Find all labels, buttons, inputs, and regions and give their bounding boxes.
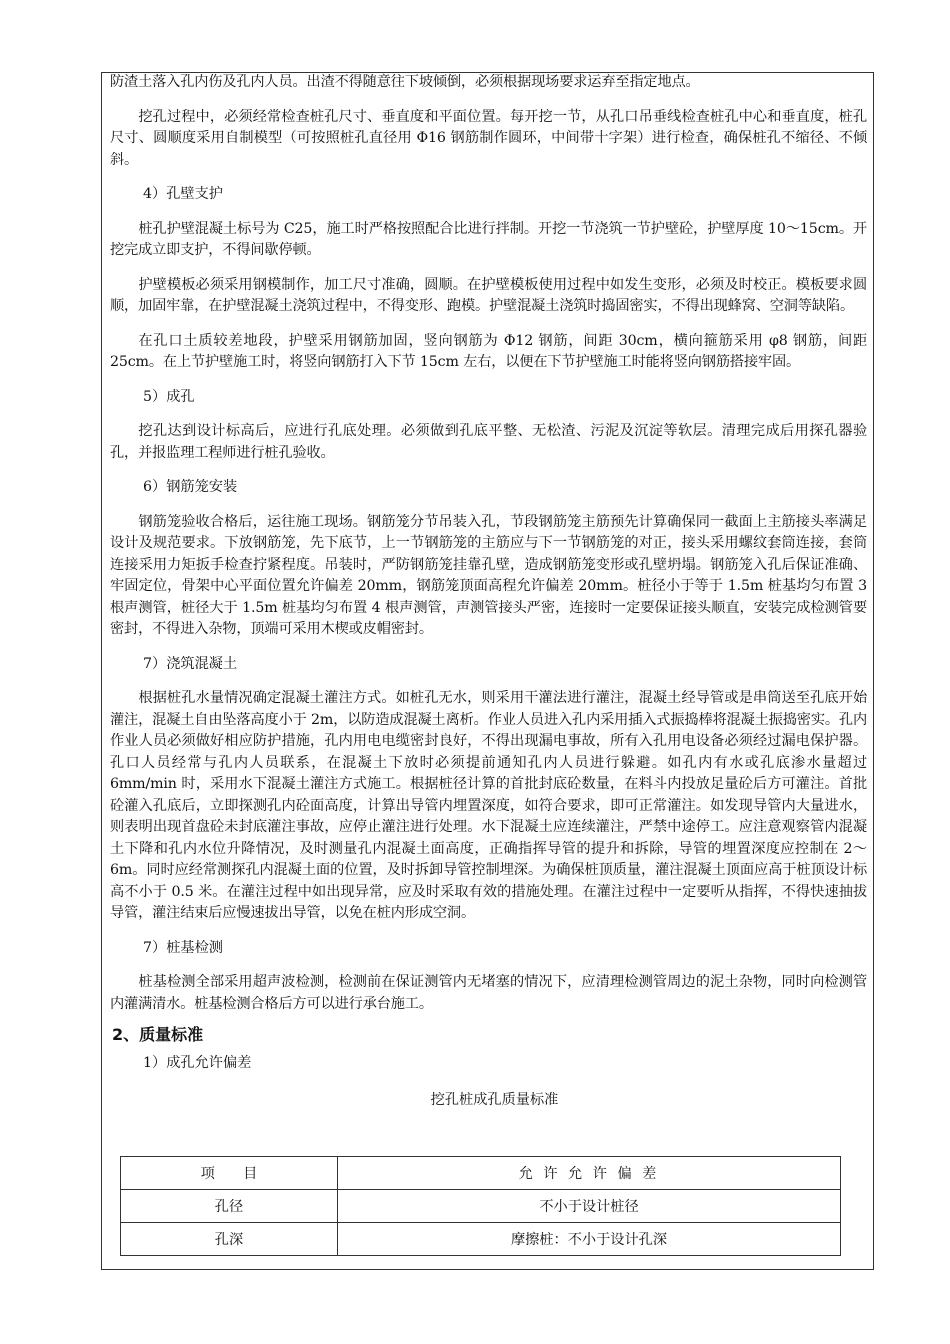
document-body <box>110 72 867 1123</box>
paragraph-continued: 防渣土落入孔内伤及孔内人员。出渣不得随意往下坡倾倒，必须根据现场要求运弃至指定地点。 <box>110 74 700 90</box>
paragraph-inspection: 挖孔过程中，必须经常检查桩孔尺寸、垂直度和平面位置。每开挖一节，从孔口吊垂线检查桩孔中心和垂直度，桩孔尺寸、圆顺度采用自制模型（可按照桩孔直径用 Φ16 钢筋制作圆环，中间带十字架）进行检查，确保桩孔不缩径、不倾斜。 <box>110 108 867 168</box>
table-header-item: 项 目 <box>121 1157 338 1190</box>
table-cell: 不小于设计桩径 <box>338 1190 841 1223</box>
table-title: 挖孔桩成孔质量标准 <box>430 1091 559 1108</box>
table-row <box>121 1223 841 1256</box>
table-header-tolerance: 允 许 允 许 偏 差 <box>338 1157 841 1190</box>
paragraph-cage: 钢筋笼验收合格后，运往施工现场。钢筋笼分节吊装入孔，节段钢筋笼主筋预先计算确保同一截面上主筋接头率满足设计及规范要求。下放钢筋笼，先下底节，上一节钢筋笼的主筋应与下一节钢筋笼的对正，接头采用螺纹套筒连接，套筒连接采用力矩扳手检查拧紧程度。吊装时，严防钢筋笼挂靠孔壁，造成钢筋笼变形或孔壁坍塌。钢筋笼入孔后保证准确、牢固定位，骨架中心平面位置允许偏差 20mm，钢筋笼顶面高程允许偏差 20mm。桩径小于等于 1.5m 桩基均匀布置 3 根声测管，桩径大于 1.5m 桩基均匀布置 4 根声测管，声测管接头严密，连接时一定要保证接头顺直，安装完成检测管要密封，不得进入杂物，顶端可采用木楔或皮帽密封。 <box>110 513 867 637</box>
paragraph-hole-bottom: 挖孔达到设计标高后，应进行孔底处理。必须做到孔底平整、无松渣、污泥及沉淀等软层。清理完成后用探孔器验孔，并报监理工程师进行桩孔验收。 <box>110 423 867 461</box>
subheading-tolerance: 1）成孔允许偏差 <box>143 1055 252 1071</box>
heading-cage-install: 6）钢筋笼安装 <box>143 479 238 495</box>
table-cell: 孔径 <box>121 1190 338 1223</box>
heading-pour-concrete: 7）浇筑混凝土 <box>143 655 238 672</box>
table-header-row <box>121 1157 841 1190</box>
paragraph-formwork: 护壁模板必须采用钢模制作，加工尺寸准确，圆顺。在护壁模板使用过程中如发生变形，必须及时校正。模板要求圆顺，加固牢靠，在护壁混凝土浇筑过程中，不得变形、跑模。护壁混凝土浇筑时捣固密实，不得出现蜂窝、空洞等缺陷。 <box>110 276 867 314</box>
paragraph-wall-concrete: 桩孔护壁混凝土标号为 C25，施工时严格按照配合比进行拌制。开挖一节浇筑一节护壁砼，护壁厚度 10～15cm。开挖完成立即支护，不得间歇停顿。 <box>110 220 867 258</box>
heading-wall-support: 4）孔壁支护 <box>143 186 223 202</box>
paragraph-testing: 桩基检测全部采用超声波检测，检测前在保证测管内无堵塞的情况下，应清理检测管周边的泥土杂物，同时向检测管内灌满清水。桩基检测合格后方可以进行承台施工。 <box>110 974 867 1012</box>
paragraph-pouring: 根据桩孔水量情况确定混凝土灌注方式。如桩孔无水，则采用干灌法进行灌注，混凝土经导管或是串筒送至孔底开始灌注，混凝土自由坠落高度小于 2m，以防造成混凝土离析。作业人员进入孔内采用插入式振捣棒将混凝土振捣密实。孔内作业人员必须做好相应防护措施，孔内用电电缆密封良好，不得出现漏电事故，所有入孔用电设备必须经过漏电保护器。孔口人员经常与孔内人员联系，在混凝土下放时必须提前通知孔内人员进行躲避。如孔内有水或孔底渗水量超过 6mm/min 时，采用水下混凝土灌注方式施工。根据桩径计算的首批封底砼数量，在料斗内投放足量砼后方可灌注。首批砼灌入孔底后，立即探测孔内砼面高度，计算出导管内埋置深度，如符合要求，即可正常灌注。如发现导管内大量进水，则表明出现首盘砼未封底灌注事故，应停止灌注进行处理。水下混凝土应连续灌注，严禁中途停工。应注意观察管内混凝土下降和孔内水位升降情况，及时测量孔内混凝土面高度，正确指挥导管的提升和拆除，导管的埋置深度应控制在 2～6m。同时应经常测探孔内混凝土面的位置，及时拆卸导管控制埋深。为确保桩顶质量，灌注混凝土顶面应高于桩顶设计标高不小于 0.5 米。在灌注过程中如出现异常，应及时采取有效的措施处理。在灌注过程中一定要听从指挥，不得快速抽拔导管，灌注结束后应慢速拔出导管，以免在桩内形成空洞。 <box>110 690 867 921</box>
section-title: 2、质量标准 <box>112 1025 204 1044</box>
paragraph-reinforcement: 在孔口土质较差地段，护壁采用钢筋加固，竖向钢筋为 Φ12 钢筋，间距 30cm，横向箍筋采用 φ8 钢筋，间距 25cm。在上节护壁施工时，将竖向钢筋打入下节 15cm 左右，以便在下节护壁施工时能将竖向钢筋搭接牢固。 <box>110 332 867 370</box>
table-row <box>121 1190 841 1223</box>
heading-pile-testing: 7）桩基检测 <box>143 939 223 956</box>
quality-standard-table <box>120 1156 841 1256</box>
table-cell: 孔深 <box>121 1223 338 1256</box>
table-cell: 摩擦桩：不小于设计孔深 <box>338 1223 841 1256</box>
heading-hole-forming: 5）成孔 <box>143 388 195 405</box>
